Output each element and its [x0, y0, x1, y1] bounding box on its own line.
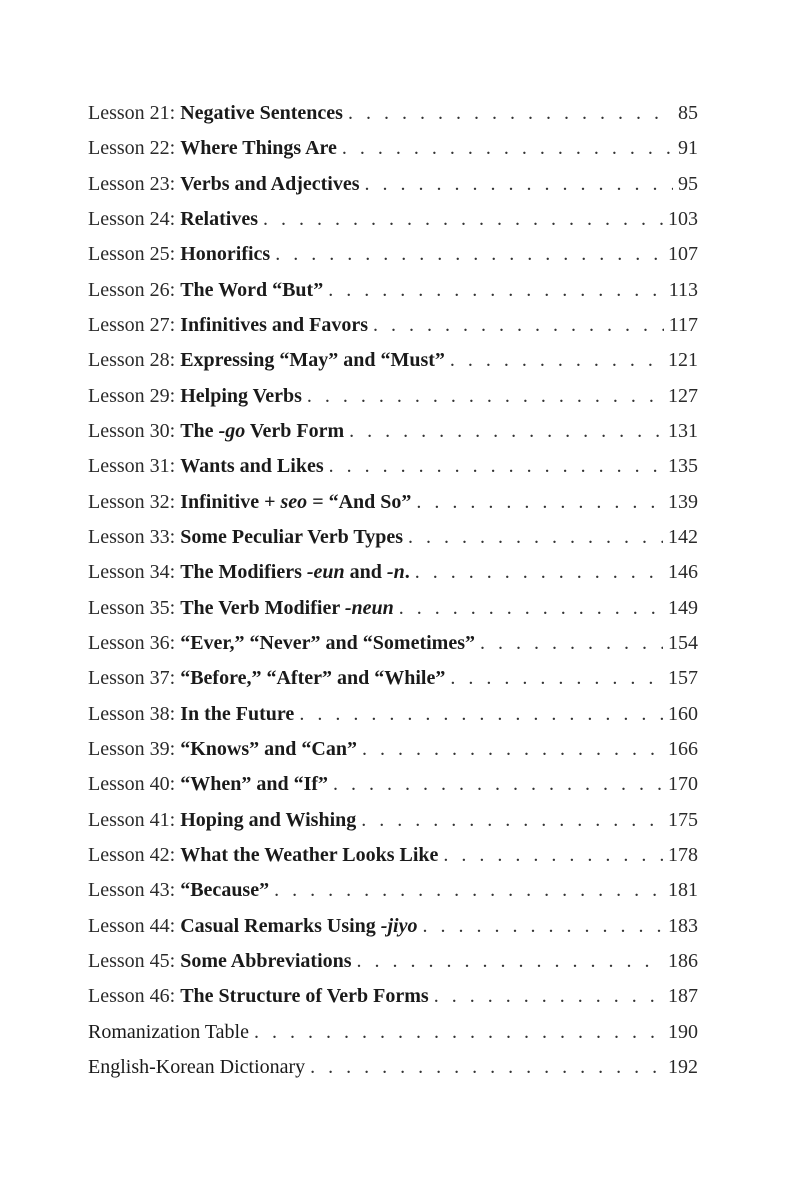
lesson-title: Honorifics — [180, 243, 271, 266]
lesson-number: Lesson 23: — [88, 172, 176, 195]
toc-entry[interactable] — [88, 131, 698, 166]
lesson-title-part: The Modifiers — [180, 561, 307, 584]
lesson-number: Lesson 42: — [88, 843, 176, 866]
toc-entry[interactable] — [88, 732, 698, 767]
toc-entry-appendix[interactable] — [88, 1015, 698, 1050]
dot-leader — [450, 343, 663, 378]
lesson-title — [180, 555, 410, 590]
dot-leader — [361, 803, 663, 838]
lesson-title: Relatives — [180, 207, 258, 230]
lesson-number: Lesson 32: — [88, 490, 176, 513]
lesson-number: Lesson 43: — [88, 879, 176, 902]
dot-leader — [299, 697, 663, 732]
dot-leader — [362, 732, 663, 767]
page-number: 186 — [668, 949, 698, 972]
dot-leader — [399, 591, 663, 626]
page-number: 190 — [668, 1020, 698, 1043]
lesson-title-part: The — [180, 419, 219, 442]
page-number: 142 — [668, 525, 698, 548]
toc-entry[interactable] — [88, 273, 698, 308]
page-number: 121 — [668, 349, 698, 372]
page-number: 95 — [678, 172, 698, 195]
lesson-number: Lesson 31: — [88, 455, 176, 478]
page-number: 170 — [668, 773, 698, 796]
page-number: 157 — [668, 667, 698, 690]
lesson-number: Lesson 37: — [88, 667, 176, 690]
dot-leader — [307, 379, 663, 414]
table-of-contents — [88, 96, 698, 1085]
toc-entry[interactable] — [88, 202, 698, 237]
page-number: 187 — [668, 985, 698, 1008]
page-number: 175 — [668, 808, 698, 831]
lesson-title — [180, 591, 394, 626]
toc-entry[interactable] — [88, 237, 698, 272]
toc-entry[interactable] — [88, 343, 698, 378]
lesson-number: Lesson 22: — [88, 137, 176, 160]
page-number: 181 — [668, 879, 698, 902]
lesson-title: “Because” — [180, 879, 270, 902]
dot-leader — [373, 308, 664, 343]
lesson-number: Lesson 45: — [88, 949, 176, 972]
toc-entry[interactable] — [88, 96, 698, 131]
dot-leader — [329, 449, 663, 484]
appendix-title: Romanization Table — [88, 1020, 249, 1043]
lesson-title: Infinitives and Favors — [180, 313, 369, 336]
dot-leader — [349, 414, 663, 449]
toc-entry[interactable] — [88, 909, 698, 944]
lesson-number: Lesson 34: — [88, 561, 176, 584]
lesson-title: Some Abbreviations — [180, 949, 352, 972]
toc-entry[interactable] — [88, 803, 698, 838]
page-number: 183 — [668, 914, 698, 937]
toc-entry[interactable] — [88, 838, 698, 873]
page-number: 103 — [668, 207, 698, 230]
lesson-title-part: The Verb Modifier — [180, 596, 345, 619]
page-number: 149 — [668, 596, 698, 619]
dot-leader — [443, 838, 663, 873]
lesson-number: Lesson 36: — [88, 631, 176, 654]
lesson-title: In the Future — [180, 702, 295, 725]
toc-entry[interactable] — [88, 449, 698, 484]
lesson-title-part: Verb Form — [245, 419, 345, 442]
toc-entry[interactable] — [88, 944, 698, 979]
dot-leader — [415, 555, 663, 590]
lesson-number: Lesson 30: — [88, 419, 176, 442]
toc-entry[interactable] — [88, 414, 698, 449]
lesson-number: Lesson 35: — [88, 596, 176, 619]
lesson-title-italic: -neun — [344, 596, 394, 619]
lesson-number: Lesson 27: — [88, 313, 176, 336]
lesson-number: Lesson 33: — [88, 525, 176, 548]
dot-leader — [263, 202, 663, 237]
page-number: 107 — [668, 243, 698, 266]
lesson-number: Lesson 41: — [88, 808, 176, 831]
dot-leader — [422, 909, 663, 944]
lesson-title — [180, 485, 411, 520]
dot-leader — [310, 1050, 663, 1085]
lesson-title-part: and — [344, 561, 387, 584]
dot-leader — [348, 96, 673, 131]
dot-leader — [365, 167, 674, 202]
page-number: 91 — [678, 137, 698, 160]
lesson-title: Some Peculiar Verb Types — [180, 525, 404, 548]
page-number: 131 — [668, 419, 698, 442]
dot-leader — [254, 1015, 663, 1050]
dot-leader — [342, 131, 673, 166]
lesson-title: Hoping and Wishing — [180, 808, 357, 831]
lesson-title-part: = “And So” — [307, 490, 412, 513]
lesson-title-part: Casual Remarks Using — [180, 914, 381, 937]
dot-leader — [408, 520, 663, 555]
dot-leader — [450, 661, 663, 696]
lesson-title: Verbs and Adjectives — [180, 172, 360, 195]
lesson-title: “Before,” “After” and “While” — [180, 667, 446, 690]
page-number: 127 — [668, 384, 698, 407]
lesson-number: Lesson 25: — [88, 243, 176, 266]
dot-leader — [416, 485, 663, 520]
dot-leader — [333, 767, 663, 802]
dot-leader — [357, 944, 663, 979]
lesson-title: Helping Verbs — [180, 384, 302, 407]
dot-leader — [434, 979, 663, 1014]
lesson-title: The Structure of Verb Forms — [180, 985, 429, 1008]
toc-entry[interactable] — [88, 626, 698, 661]
page-number: 160 — [668, 702, 698, 725]
page-number: 113 — [668, 278, 698, 301]
toc-entry[interactable] — [88, 697, 698, 732]
lesson-number: Lesson 46: — [88, 985, 176, 1008]
lesson-number: Lesson 44: — [88, 914, 176, 937]
lesson-title: Expressing “May” and “Must” — [180, 349, 445, 372]
page-number: 135 — [668, 455, 698, 478]
appendix-title: English-Korean Dictionary — [88, 1055, 306, 1078]
toc-entry-appendix[interactable] — [88, 1050, 698, 1085]
lesson-title-italic: -eun — [306, 561, 345, 584]
toc-entry[interactable] — [88, 979, 698, 1014]
page-number: 85 — [678, 102, 698, 124]
lesson-title-italic: -n — [386, 561, 405, 584]
dot-leader — [275, 237, 663, 272]
lesson-title: The Word “But” — [180, 278, 324, 301]
lesson-title: “Knows” and “Can” — [180, 737, 357, 760]
page-number: 166 — [668, 737, 698, 760]
page-number: 178 — [668, 843, 698, 866]
lesson-title-part: Infinitive + — [180, 490, 281, 513]
toc-entry[interactable] — [88, 167, 698, 202]
toc-entry[interactable] — [88, 591, 698, 626]
lesson-title: Wants and Likes — [180, 455, 324, 478]
lesson-title — [180, 414, 344, 449]
lesson-title-italic: -jiyo — [380, 914, 418, 937]
toc-entry[interactable] — [88, 308, 698, 343]
lesson-number: Lesson 28: — [88, 349, 176, 372]
toc-entry[interactable] — [88, 520, 698, 555]
toc-entry[interactable] — [88, 485, 698, 520]
lesson-number: Lesson 29: — [88, 384, 176, 407]
lesson-title: What the Weather Looks Like — [180, 843, 439, 866]
toc-entry[interactable] — [88, 379, 698, 414]
lesson-number: Lesson 39: — [88, 737, 176, 760]
dot-leader — [328, 273, 664, 308]
lesson-number: Lesson 38: — [88, 702, 176, 725]
lesson-number: Lesson 24: — [88, 207, 176, 230]
lesson-title — [180, 909, 417, 944]
page-number: 146 — [668, 561, 698, 584]
lesson-number: Lesson 26: — [88, 278, 176, 301]
lesson-number: Lesson 21: — [88, 102, 176, 124]
lesson-number: Lesson 40: — [88, 773, 176, 796]
page-number: 192 — [668, 1055, 698, 1078]
lesson-title-part: . — [404, 561, 410, 584]
page-number: 117 — [668, 313, 698, 336]
lesson-title: Negative Sentences — [180, 102, 343, 124]
page-number: 154 — [668, 631, 698, 654]
lesson-title: Where Things Are — [180, 137, 337, 160]
lesson-title-italic: seo — [280, 490, 308, 513]
toc-entry[interactable] — [88, 555, 698, 590]
lesson-title: “When” and “If” — [180, 773, 329, 796]
toc-entry[interactable] — [88, 873, 698, 908]
lesson-title-italic: -go — [218, 419, 246, 442]
dot-leader — [274, 873, 663, 908]
dot-leader — [480, 626, 663, 661]
toc-entry[interactable] — [88, 661, 698, 696]
page-number: 139 — [668, 490, 698, 513]
lesson-title: “Ever,” “Never” and “Sometimes” — [180, 631, 475, 654]
toc-entry[interactable] — [88, 767, 698, 802]
